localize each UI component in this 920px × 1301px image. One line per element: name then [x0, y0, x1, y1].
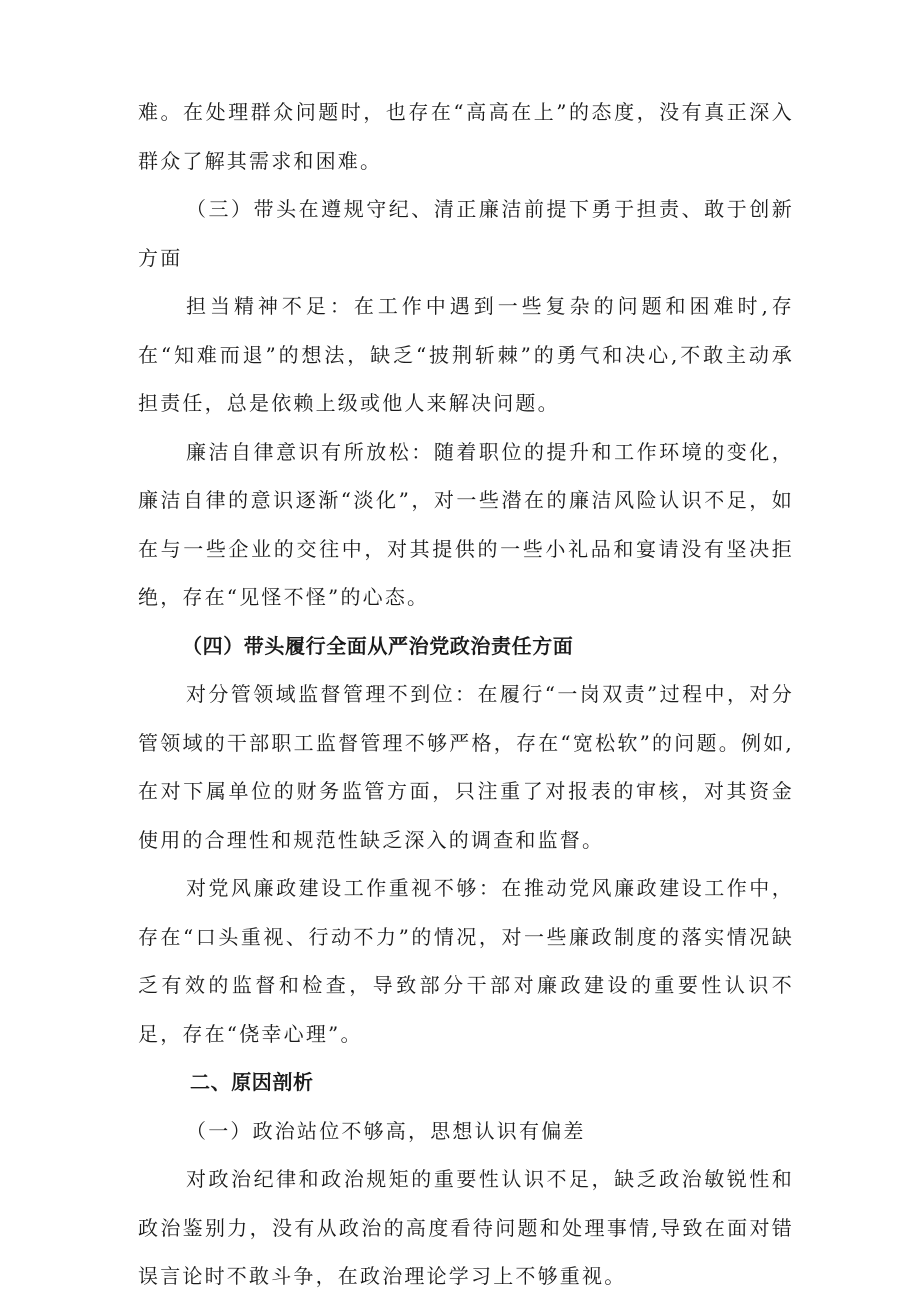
- body-paragraph: 对分管领域监督管理不到位：在履行“一岗双责”过程中，对分管领域的干部职工监督管理不够严格，存在“宽松软”的问题。例如,在对下属单位的财务监管方面，只注重了对报表的审核，对其资金使用的合理性和规范性缺乏深入的调查和监督。: [138, 682, 794, 852]
- body-paragraph: 担当精神不足：在工作中遇到一些复杂的问题和困难时,存在“知难而退”的想法，缺乏“披荆斩棘”的勇气和决心,不敢主动承担责任，总是依赖上级或他人来解决问题。: [138, 294, 794, 415]
- document-page: [138, 88, 794, 1301]
- subsection-heading-3: （三）带头在遵规守纪、清正廉洁前提下勇于担责、敢于创新方面: [138, 197, 794, 270]
- body-paragraph-continued: 难。在处理群众问题时，也存在“高高在上”的态度，没有真正深入群众了解其需求和困难。: [138, 100, 794, 173]
- body-paragraph: 对党风廉政建设工作重视不够：在推动党风廉政建设工作中，存在“口头重视、行动不力”的情况，对一些廉政制度的落实情况缺乏有效的监督和检查，导致部分干部对廉政建设的重要性认识不足，存在“侥幸心理”。: [138, 876, 794, 1046]
- subsection-heading-4: （四）带头履行全面从严治党政治责任方面: [182, 633, 574, 658]
- subsection-heading-1: （一）政治站位不够高，思想认识有偏差: [186, 1118, 586, 1143]
- body-paragraph: 廉洁自律意识有所放松：随着职位的提升和工作环境的变化，廉洁自律的意识逐渐“淡化”，对一些潜在的廉洁风险认识不足，如在与一些企业的交往中，对其提供的一些小礼品和宴请没有坚决拒绝，存在“见怪不怪”的心态。: [138, 439, 794, 609]
- section-heading: 二、原因剖析: [190, 1070, 314, 1094]
- body-paragraph: 对政治纪律和政治规矩的重要性认识不足，缺乏政治敏锐性和政治鉴别力，没有从政治的高度看待问题和处理事情,导致在面对错误言论时不敢斗争，在政治理论学习上不够重视。: [138, 1167, 794, 1288]
